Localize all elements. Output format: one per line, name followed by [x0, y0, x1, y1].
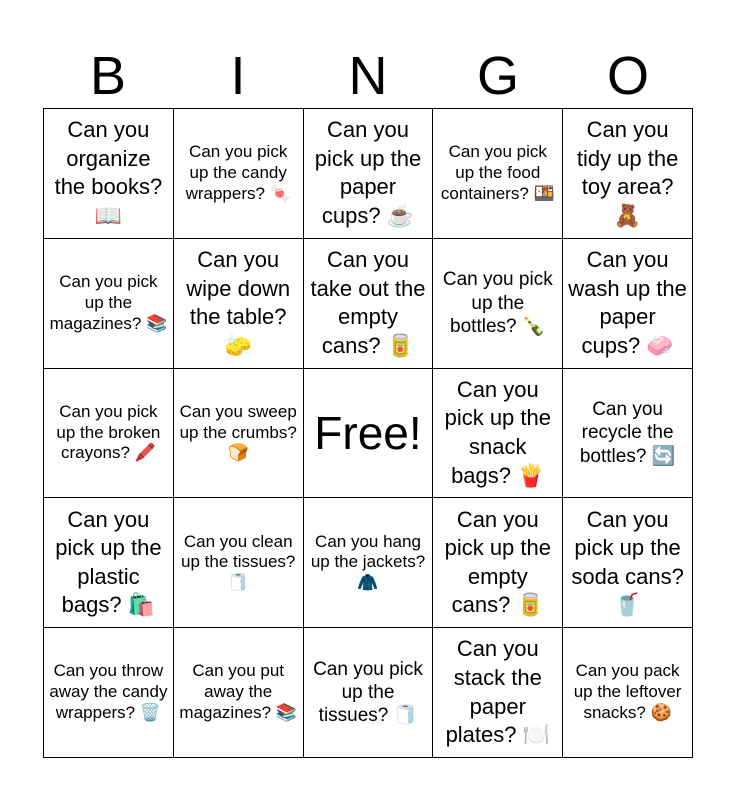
- bingo-cell-text: Can you wipe down the table? 🧽: [186, 247, 291, 358]
- bingo-cell-text: Can you pick up the magazines? 📚: [49, 272, 168, 333]
- header-letter-g: G: [476, 46, 519, 106]
- bingo-cell-text: Can you take out the empty cans? 🥫: [310, 247, 426, 358]
- bingo-cell[interactable]: [433, 628, 563, 758]
- bingo-cell[interactable]: [174, 369, 304, 499]
- header-letter-i: I: [230, 46, 246, 106]
- bingo-cell[interactable]: [304, 109, 434, 239]
- bingo-cell[interactable]: [433, 369, 563, 499]
- bingo-cell-text: Can you recycle the bottles? 🔄: [579, 399, 676, 467]
- bingo-cell[interactable]: [44, 628, 174, 758]
- bingo-cell-text: Can you pick up the candy wrappers? 🍬: [185, 142, 291, 203]
- bingo-cell-text: Can you throw away the candy wrappers? 🗑️: [49, 661, 168, 722]
- bingo-cell[interactable]: [563, 369, 693, 499]
- bingo-cell-text: Can you pick up the food containers? 🍱: [440, 142, 555, 203]
- bingo-cell-text: Can you pick up the tissues? 🧻: [313, 658, 423, 727]
- bingo-cell-text: Can you hang up the jackets? 🧥: [310, 531, 426, 593]
- header-letter-n: N: [348, 46, 388, 106]
- header-letter-b: B: [89, 46, 127, 106]
- bingo-cell[interactable]: [304, 239, 434, 369]
- bingo-cell-text: Can you tidy up the toy area? 🧸: [576, 117, 679, 228]
- bingo-cell-text: Can you clean up the tissues? 🧻: [181, 531, 296, 593]
- bingo-cell-text: Can you pick up the snack bags? 🍟: [444, 376, 551, 488]
- bingo-board: [43, 108, 693, 758]
- bingo-cell[interactable]: [563, 498, 693, 628]
- bingo-cell-text: Can you put away the magazines? 📚: [179, 661, 297, 722]
- bingo-cell[interactable]: [44, 369, 174, 499]
- bingo-cell[interactable]: [44, 498, 174, 628]
- free-space-cell[interactable]: [304, 369, 434, 499]
- bingo-cell[interactable]: [433, 498, 563, 628]
- bingo-cell[interactable]: [304, 498, 434, 628]
- bingo-cell-text: Can you organize the books? 📖: [54, 117, 163, 228]
- bingo-cell-text: Can you pick up the empty cans? 🥫: [444, 506, 551, 618]
- bingo-cell-text: Can you pack up the leftover snacks? 🍪: [573, 661, 682, 722]
- bingo-cell[interactable]: [174, 239, 304, 369]
- bingo-cell-text: Can you pick up the plastic bags? 🛍️: [55, 506, 162, 618]
- bingo-cell-text: Can you pick up the soda cans? 🥤: [571, 506, 684, 618]
- bingo-cell[interactable]: [174, 109, 304, 239]
- bingo-cell-text: Can you pick up the broken crayons? 🖍️: [56, 401, 161, 463]
- bingo-cell[interactable]: [563, 628, 693, 758]
- bingo-cell[interactable]: [174, 628, 304, 758]
- free-space-label: Free!: [314, 406, 422, 459]
- bingo-cell-text: Can you stack the paper plates? 🍽️: [445, 636, 551, 748]
- bingo-cell-text: Can you pick up the bottles? 🍾: [442, 269, 553, 337]
- bingo-cell-text: Can you wash up the paper cups? 🧼: [568, 247, 687, 358]
- bingo-cell[interactable]: [304, 628, 434, 758]
- bingo-cell-text: Can you pick up the paper cups? ☕: [314, 117, 422, 228]
- bingo-cell[interactable]: [433, 109, 563, 239]
- bingo-header: [43, 44, 693, 108]
- bingo-cell[interactable]: [563, 109, 693, 239]
- bingo-cell[interactable]: [44, 109, 174, 239]
- header-letter-o: O: [606, 46, 649, 106]
- bingo-cell[interactable]: [433, 239, 563, 369]
- bingo-cell[interactable]: [174, 498, 304, 628]
- bingo-cell[interactable]: [563, 239, 693, 369]
- bingo-cell[interactable]: [44, 239, 174, 369]
- bingo-cell-text: Can you sweep up the crumbs? 🍞: [179, 401, 297, 463]
